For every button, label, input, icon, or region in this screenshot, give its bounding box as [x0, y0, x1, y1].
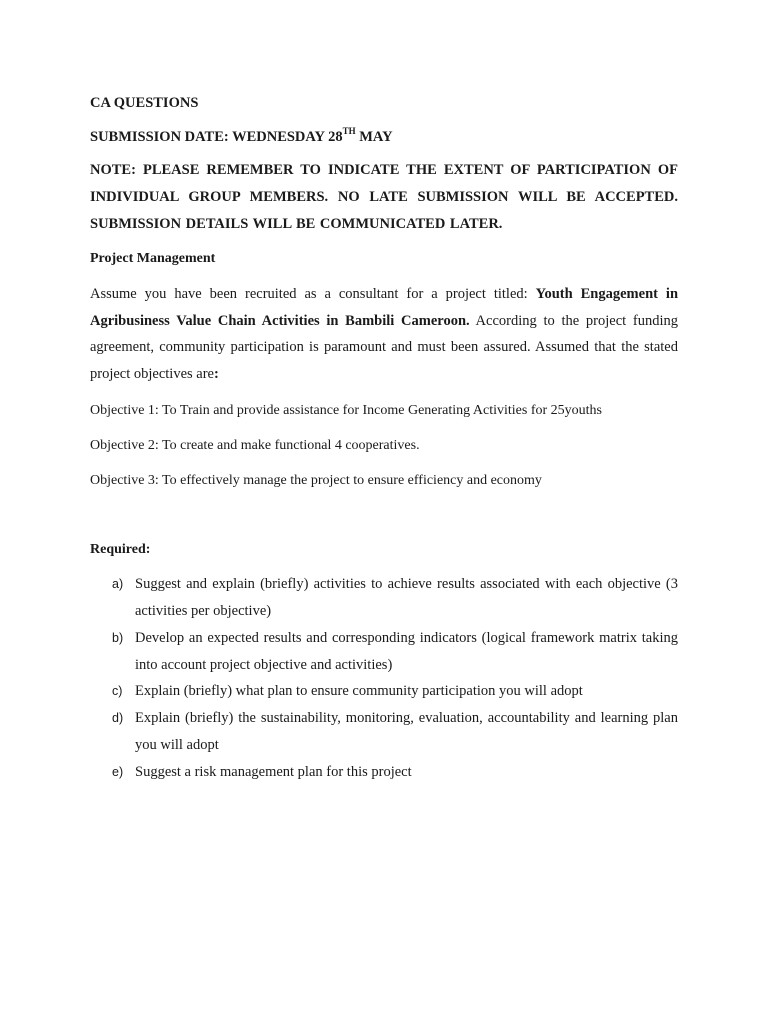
list-item-text: Explain (briefly) the sustainability, monitoring, evaluation, accountability and learning plan you will adopt [135, 710, 678, 753]
list-marker: b) [112, 631, 124, 645]
intro-text-part2: According to the project funding agreement, community participation is paramount and must been assured. Assumed that the stated project objectives are [90, 312, 678, 382]
intro-colon: : [214, 365, 219, 382]
required-item-e [112, 759, 678, 786]
list-item-text: Suggest a risk management plan for this project [135, 764, 412, 780]
list-item-text: Explain (briefly) what plan to ensure community participation you will adopt [135, 683, 583, 699]
project-intro-paragraph [90, 281, 678, 387]
document-title: CA QUESTIONS [90, 95, 199, 111]
objective-2: Objective 2: To create and make functional 4 cooperatives. [90, 438, 420, 453]
required-heading: Required: [90, 542, 151, 557]
objective-1: Objective 1: To Train and provide assistance for Income Generating Activities for 25youths [90, 403, 602, 418]
required-item-c [112, 678, 678, 705]
list-item-text: Develop an expected results and corresponding indicators (logical framework matrix taking into account project objective and activities) [135, 630, 678, 673]
submission-date-suffix: MAY [355, 129, 393, 145]
list-marker: e) [112, 765, 124, 779]
required-item-d [112, 705, 678, 758]
submission-date-superscript: TH [342, 126, 356, 137]
list-marker: c) [112, 684, 123, 698]
list-marker: d) [112, 711, 124, 725]
required-item-b [112, 625, 678, 678]
submission-date [90, 128, 393, 146]
objective-3: Objective 3: To effectively manage the project to ensure efficiency and economy [90, 473, 542, 488]
list-item-text: Suggest and explain (briefly) activities to achieve results associated with each objective (3 activities per objective) [135, 576, 678, 619]
submission-note: NOTE: PLEASE REMEMBER TO INDICATE THE EXTENT OF PARTICIPATION OF INDIVIDUAL GROUP MEMBERS. NO LATE SUBMISSION WILL BE ACCEPTED. SUBMISSION DETAILS WILL BE COMMUNICATED LATER. [90, 162, 678, 232]
intro-text-part1: Assume you have been recruited as a consultant for a project titled: [90, 286, 536, 302]
list-marker: a) [112, 577, 124, 591]
required-item-a [112, 571, 678, 624]
section-heading: Project Management [90, 251, 216, 266]
submission-date-prefix: SUBMISSION DATE: WEDNESDAY 28 [90, 129, 343, 145]
project-title: Youth Engagement in Agribusiness Value Chain Activities in Bambili Cameroon. [90, 286, 679, 329]
